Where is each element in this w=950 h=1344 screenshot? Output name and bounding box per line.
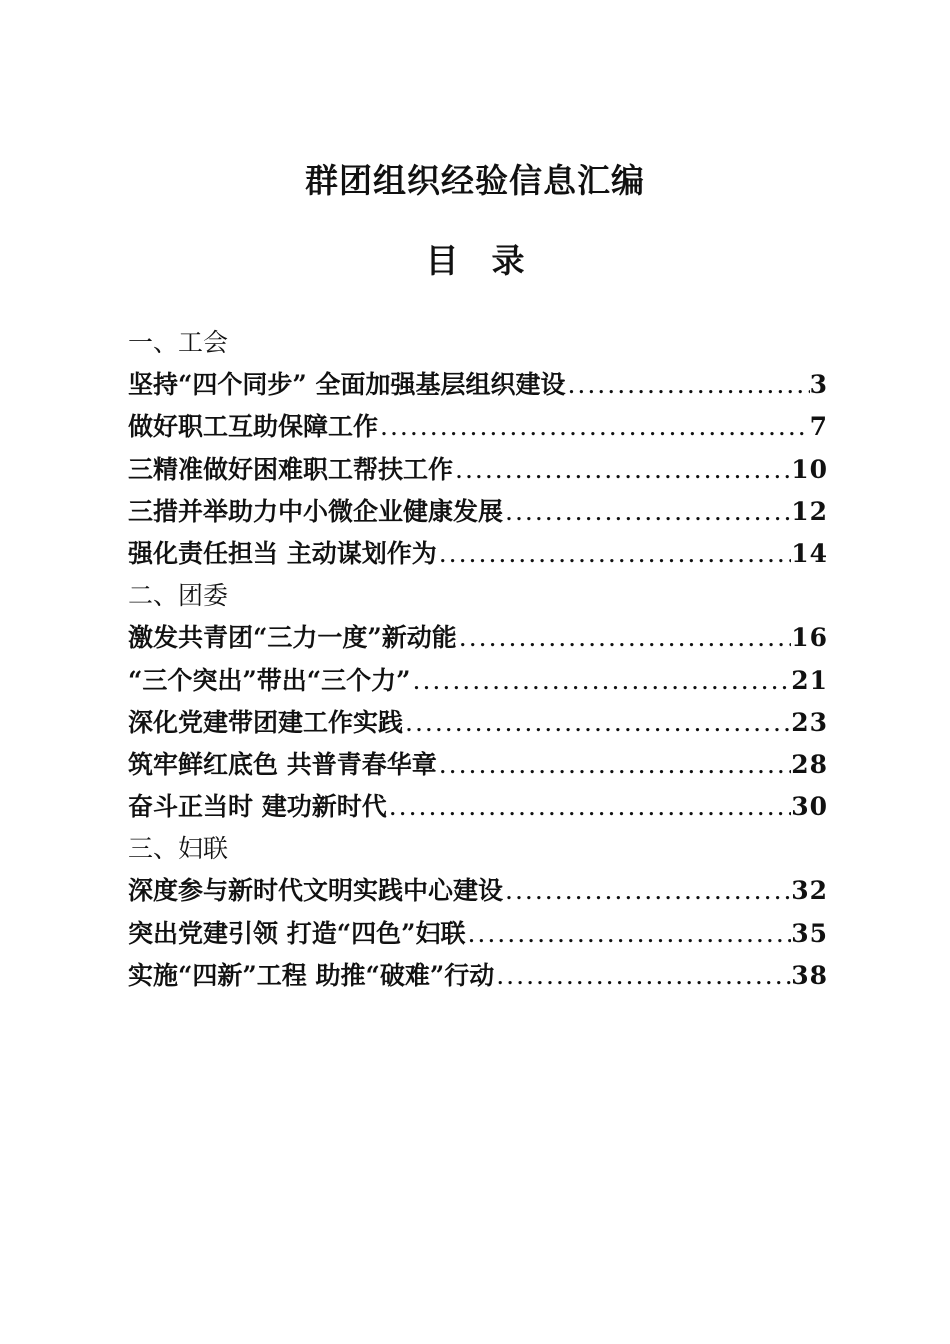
dot-leader [437,744,791,786]
section-label: 二、团委 [128,581,229,611]
toc-entry[interactable] [128,617,828,659]
dot-leader [457,617,791,659]
toc-entry[interactable] [128,955,828,997]
page-number: 7 [809,412,828,442]
entry-title: 做好职工互助保障工作 [128,412,379,442]
entry-title: 奋斗正当时 建功新时代 [128,792,387,822]
dot-leader [387,786,791,828]
entry-title: 深化党建带团建工作实践 [128,707,404,737]
dot-leader [378,406,810,448]
entry-title: 三措并举助力中小微企业健康发展 [128,496,504,526]
toc-entry[interactable] [128,491,828,533]
toc-entry[interactable] [128,913,828,955]
toc-entry[interactable] [128,364,828,406]
dot-leader [565,364,809,406]
toc-entry[interactable] [128,870,828,912]
dot-leader [494,955,791,997]
entry-title: 深度参与新时代文明实践中心建设 [128,876,504,906]
page-number: 35 [791,918,828,948]
dot-leader [453,449,791,491]
document-title: 群团组织经验信息汇编 [305,161,645,200]
entry-title: 三精准做好困难职工帮扶工作 [128,454,454,484]
page-number: 23 [791,707,828,737]
dot-leader [437,533,791,575]
toc-section-header [128,828,828,870]
dot-leader [403,702,791,744]
section-label: 一、工会 [128,328,229,357]
dot-leader [503,870,791,912]
page-number: 12 [791,496,828,526]
toc-entry[interactable] [128,786,828,828]
entry-title: “三个突出”带出“三个力” [128,665,411,695]
page-number: 38 [791,960,828,990]
dot-leader [465,913,791,955]
page-number: 10 [791,454,828,484]
toc-entry[interactable] [128,660,828,702]
page-number: 21 [791,665,828,695]
toc-entry[interactable] [128,406,828,448]
toc-entry[interactable] [128,702,828,744]
page-number: 3 [809,370,828,400]
toc-entry[interactable] [128,449,828,491]
page-number: 30 [791,792,828,822]
toc-section-header [128,322,828,364]
entry-title: 强化责任担当 主动谋划作为 [128,538,437,568]
page-number: 14 [791,538,828,568]
table-of-contents [128,322,828,997]
page-number: 28 [791,749,828,779]
toc-entry[interactable] [128,533,828,575]
entry-title: 实施“四新”工程 助推“破难”行动 [128,960,495,990]
page-number: 32 [791,876,828,906]
section-label: 三、妇联 [128,834,229,864]
dot-leader [411,660,792,702]
toc-entry[interactable] [128,744,828,786]
page-number: 16 [791,623,828,653]
toc-heading: 目 录 [425,241,525,280]
entry-title: 筑牢鲜红底色 共普青春华章 [128,749,437,779]
entry-title: 激发共青团“三力一度”新动能 [128,623,457,653]
toc-section-header [128,575,828,617]
entry-title: 坚持“四个同步” 全面加强基层组织建设 [128,370,566,400]
dot-leader [503,491,791,533]
entry-title: 突出党建引领 打造“四色”妇联 [128,918,466,948]
